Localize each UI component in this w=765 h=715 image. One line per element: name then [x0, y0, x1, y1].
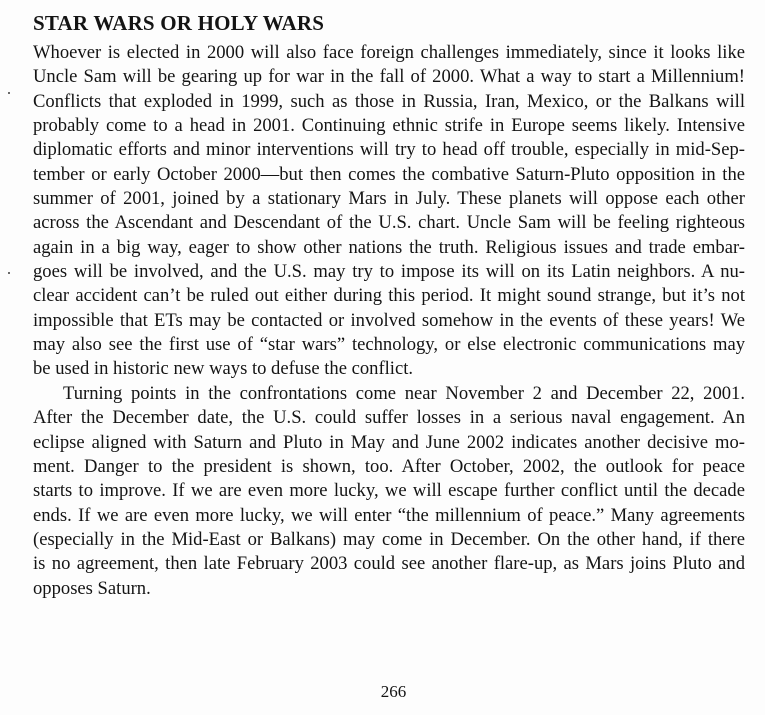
scan-speck: [8, 92, 10, 94]
text-line: Whoever is elected in 2000 will also face foreign challenges immediately, since it looks like: [33, 42, 745, 63]
text-line: tember or early October 2000—but then comes the combative Saturn-Pluto opposition in the: [33, 163, 745, 185]
text-line: Conflicts that exploded in 1999, such as those in Russia, Iran, Mexico, or the Balkans will: [33, 90, 745, 112]
text-line: again in a big way, eager to show other nations the truth. Religious issues and trade embar-: [33, 236, 745, 258]
text-line: diplomatic efforts and minor interventions will try to head off trouble, especially in mid-Sep-: [33, 139, 745, 161]
text-line: eclipse aligned with Saturn and Pluto in May and June 2002 indicates another decisive mo-: [33, 431, 745, 453]
text-line: (especially in the Mid-East or Balkans) may come in December. On the other hand, if there: [33, 528, 745, 550]
text-line: opposes Saturn.: [33, 577, 151, 599]
text-line: goes will be involved, and the U.S. may try to impose its will on its Latin neighbors. A nu-: [33, 261, 745, 283]
text-line: Turning points in the confrontations come near November 2 and December 22, 2001.: [63, 382, 745, 404]
text-line: clear accident can’t be ruled out either during this period. It might sound strange, but it’s not: [33, 285, 745, 307]
paragraph-1: [33, 41, 745, 382]
text-line: may also see the first use of “star wars” technology, or else electronic communications may: [33, 334, 745, 356]
text-line: After the December date, the U.S. could suffer losses in a serious naval engagement. An: [33, 407, 745, 429]
text-line: ment. Danger to the president is shown, too. After October, 2002, the outlook for peace: [33, 455, 745, 477]
text-line: starts to improve. If we are even more lucky, we will escape further conflict until the decade: [33, 480, 745, 502]
text-line: is no agreement, then late February 2003 could see another flare-up, as Mars joins Pluto and: [33, 553, 745, 575]
page-number: 266: [380, 682, 407, 701]
body-text: [33, 41, 745, 601]
text-line: across the Ascendant and Descendant of the U.S. chart. Uncle Sam will be feeling righteous: [33, 212, 745, 234]
text-line: probably come to a head in 2001. Continuing ethnic strife in Europe seems likely. Intensive: [33, 115, 745, 137]
scan-speck: [8, 272, 10, 274]
section-heading: STAR WARS OR HOLY WARS: [33, 11, 325, 35]
text-line: Uncle Sam will be gearing up for war in the fall of 2000. What a way to start a Millennium!: [33, 66, 745, 88]
text-line: summer of 2001, joined by a stationary Mars in July. These planets will oppose each other: [33, 188, 745, 210]
text-line: be used in historic new ways to defuse the conflict.: [33, 358, 414, 380]
paragraph-2: [33, 382, 745, 601]
text-line: impossible that ETs may be contacted or involved somehow in the events of these years! We: [33, 309, 745, 331]
text-line: ends. If we are even more lucky, we will enter “the millennium of peace.” Many agreements: [33, 504, 745, 526]
